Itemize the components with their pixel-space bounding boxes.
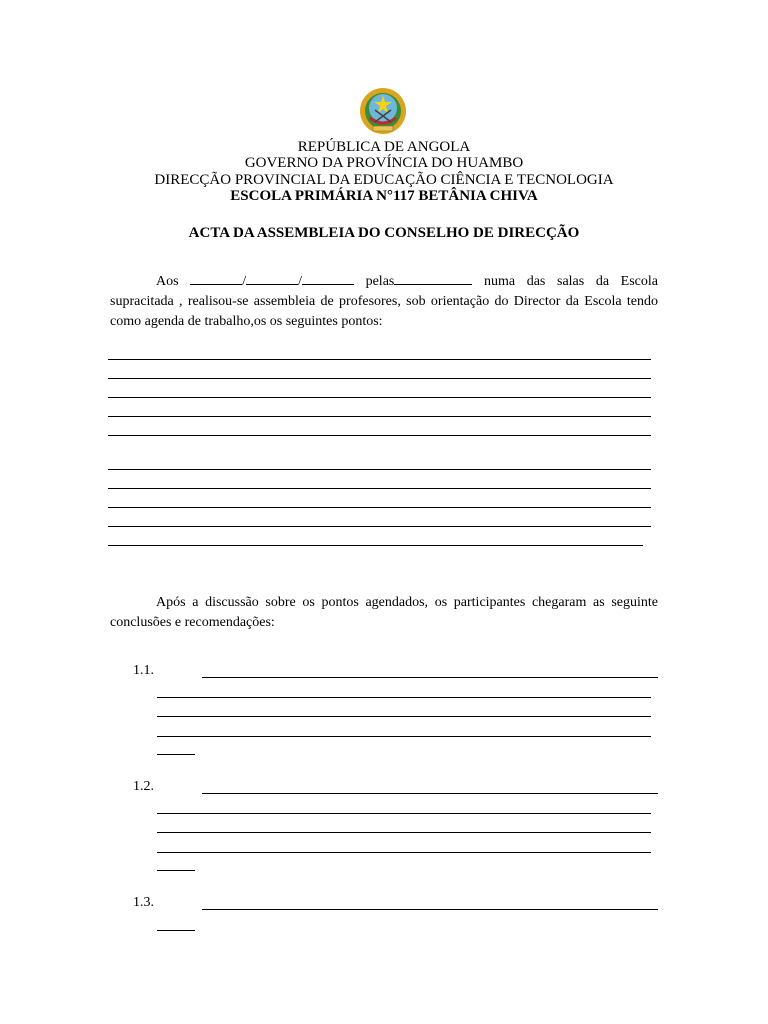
time-blank	[394, 272, 472, 285]
header-republic: REPÚBLICA DE ANGOLA	[297, 139, 471, 155]
item-number: 1.2.	[133, 779, 154, 794]
item-line	[157, 832, 651, 833]
item-line	[202, 793, 658, 794]
year-blank	[302, 272, 354, 285]
agenda-line	[108, 469, 651, 470]
conclusion-text: Após a discussão sobre os pontos agendados, os participantes chegaram as seguinte conclusões e recomendações:	[110, 595, 658, 630]
agenda-line	[108, 435, 651, 436]
conclusion-paragraph	[110, 593, 658, 633]
document-title: ACTA DA ASSEMBLEIA DO CONSELHO DE DIRECÇÃO	[188, 225, 580, 241]
month-blank	[246, 272, 298, 285]
intro-paragraph	[110, 272, 658, 332]
item-line	[157, 813, 651, 814]
agenda-line	[108, 526, 651, 527]
item-line	[157, 697, 651, 698]
intro-pelas: pelas	[365, 274, 395, 289]
item-line	[157, 754, 195, 755]
coat-of-arms-emblem	[358, 86, 408, 136]
item-line	[157, 736, 651, 737]
agenda-line	[108, 488, 651, 489]
item-line	[157, 852, 651, 853]
date-separator: /	[242, 274, 247, 289]
header-government: GOVERNO DA PROVÍNCIA DO HUAMBO	[244, 155, 524, 171]
item-number: 1.3.	[133, 895, 154, 910]
agenda-line	[108, 507, 651, 508]
header-school: ESCOLA PRIMÁRIA N°117 BETÂNIA CHIVA	[230, 188, 538, 204]
date-separator: /	[298, 274, 302, 289]
agenda-line	[108, 397, 651, 398]
header-directorate: DIRECÇÃO PROVINCIAL DA EDUCAÇÃO CIÊNCIA E TECNOLOGIA	[154, 172, 614, 188]
item-line	[202, 677, 658, 678]
intro-aos: Aos	[156, 274, 179, 289]
agenda-line	[108, 416, 651, 417]
agenda-line	[108, 359, 651, 360]
item-line	[202, 909, 658, 910]
intro-body: numa das salas da Escola supracitada , realisou-se assembleia de profesores, sob orientação do Director da Escola tendo como agenda de trabalho,os os seguintes pontos:	[110, 274, 658, 329]
day-blank	[190, 272, 242, 285]
item-line	[157, 930, 195, 931]
item-line	[157, 870, 195, 871]
agenda-line	[108, 378, 651, 379]
agenda-line	[108, 545, 643, 546]
item-number: 1.1.	[133, 663, 154, 678]
item-line	[157, 716, 651, 717]
